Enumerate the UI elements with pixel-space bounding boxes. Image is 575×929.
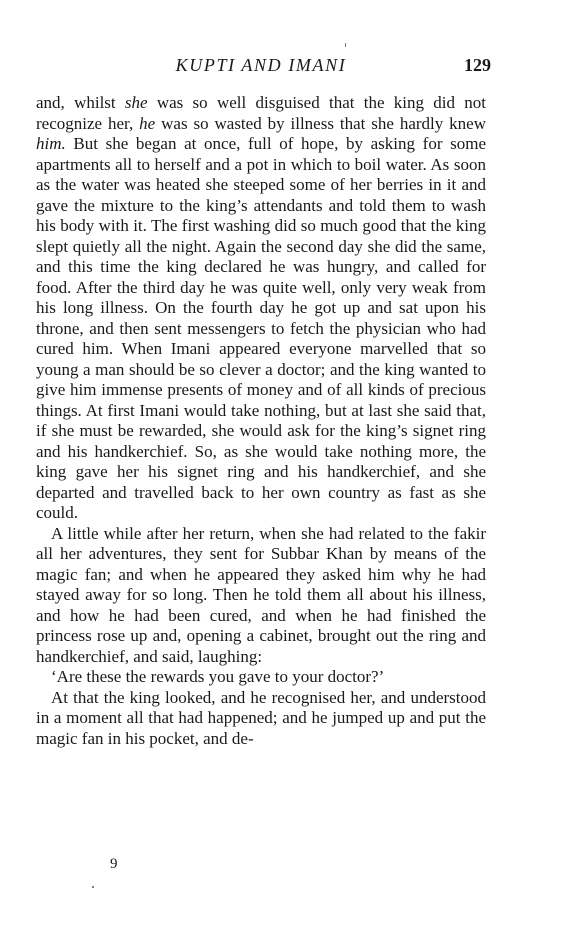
text-run: At that the king looked, and he recognised her, and understood in a moment all that had happened; and he jumped up and put the magic fan in his pocket, and de- [36,687,486,748]
signature-mark: 9 [110,856,118,872]
body-text [36,93,486,749]
paragraph [36,524,486,668]
text-run: and, whilst [36,93,125,112]
page-number: 129 [464,55,491,75]
italic-text: she [124,93,148,112]
text-run: A little while after her return, when she had related to the fakir all her adventures, they sent for Subbar Khan by means of the magic fan; and when he appeared they asked him why he had stayed away for so long. Then he told them all about his illness, and how he had been cured, and when he had finished the princess rose up and, opening a cabinet, brought out the ring and handkerchief, and said, laughing: [36,523,486,666]
text-run: But she began at once, full of hope, by asking for some apartments all to herself and a pot in which to boil water. As soon as the water was heated she steeped some of her berries in it and gave the mixture to the king’s attendants and told them to wash his body with it. The first washing did so much good that the king slept quietly all the night. Again the second day she did the same, and this time the king declared he was hungry, and called for food. After the third day he was quite well, only very weak from his long illness. On the fourth day he got up and sat upon his throne, and then sent messengers to fetch the physician who had cured him. When Imani appeared everyone marvelled that so young a man should be so clever a doctor; and the king wanted to give him immense presents of money and of all kinds of precious things. At first Imani would take nothing, but at last she said that, if she must be rewarded, she would ask for the king’s signet ring and his handkerchief. So, as she would take nothing more, the king gave her his signet ring and his handkerchief, and she departed and travelled back to her own country as fast as she could. [36,134,486,522]
italic-text: him. [36,134,66,153]
running-head [36,55,491,79]
text-run: was so wasted by illness that she hardly knew [155,113,486,133]
printing-speck [92,886,94,888]
printing-speck [345,43,346,47]
paragraph [36,667,486,688]
italic-text: he [139,113,156,133]
running-head-title: KUPTI AND IMANI [175,55,347,75]
text-run: ‘Are these the rewards you gave to your doctor?’ [51,667,385,686]
text-run: was so well disguised that the king did not recognize her, [36,93,486,133]
paragraph [36,688,486,750]
paragraph [36,93,486,524]
